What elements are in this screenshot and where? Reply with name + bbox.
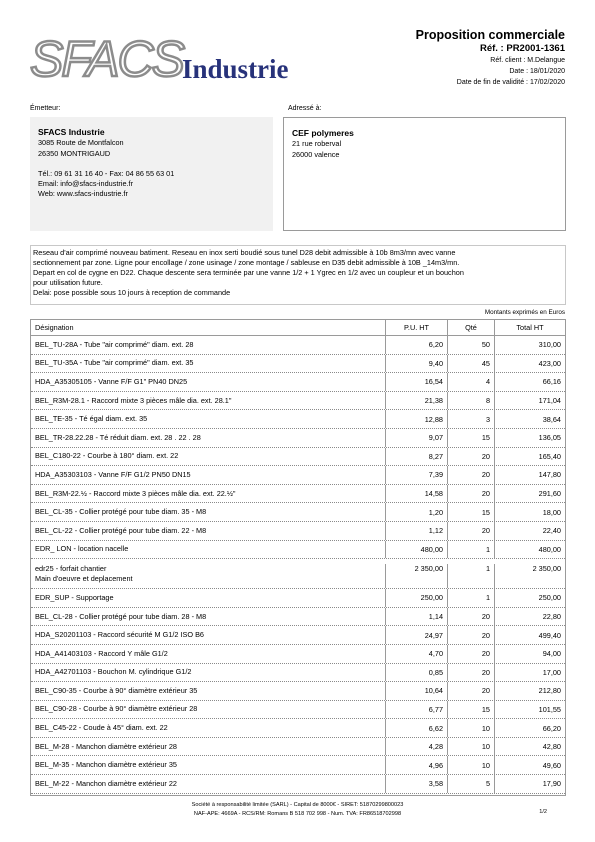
cell-quantity: 20 <box>448 645 495 663</box>
designation-text: BEL_C90-35 - Courbe à 90° diamètre extérieur 35 <box>35 685 198 695</box>
cell-total: 101,55 <box>538 704 561 714</box>
cell-total: 38,64 <box>542 414 561 424</box>
description-line: Depart en col de cygne en D22. Chaque descente sera terminée par une vanne 1/2 + 1 Ygrec en 1/2 avec un coupleur et un bouchon <box>33 268 464 277</box>
designation-text: BEL_CL-28 - Collier protégé pour tube diam. 28 - M8 <box>35 611 207 621</box>
table-row <box>31 410 565 429</box>
cell-quantity: 15 <box>448 429 495 447</box>
cell-quantity: 20 <box>448 448 495 466</box>
footer-line: Société à responsabilité limitée (SARL) - Capital de 8000€ - SIRET: 51870299800023 <box>191 802 404 808</box>
cell-total: 94,00 <box>542 649 561 659</box>
cell-unit-price: 12,88 <box>386 410 448 428</box>
cell-total: 165,40 <box>538 451 561 461</box>
table-row <box>31 701 565 720</box>
cell-quantity: 10 <box>448 719 495 737</box>
designation-text: BEL_M-22 - Manchon diamètre extérieur 22 <box>35 778 177 788</box>
table-row <box>31 756 565 775</box>
sender-email[interactable]: Email: info@sfacs-industrie.fr <box>38 179 133 189</box>
designation-text: BEL_TR-28.22.28 - Té réduit diam. ext. 28 . 22 . 28 <box>35 432 201 442</box>
logo-wordmark: SFACS <box>30 32 183 87</box>
cell-designation <box>31 719 386 737</box>
cell-designation <box>31 541 386 559</box>
cell-unit-price: 1,14 <box>386 608 448 626</box>
cell-total: 22,40 <box>542 526 561 536</box>
designation-text: EDR_ LON - location nacelle <box>35 544 129 554</box>
cell-designation <box>31 522 386 540</box>
table-row <box>31 664 565 683</box>
cell-designation <box>31 775 386 793</box>
table-row <box>31 626 565 645</box>
document-reference: Réf. : PR2001-1361 <box>479 43 565 54</box>
cell-total: 22,80 <box>542 612 561 622</box>
designation-text: HDA_A42701103 - Bouchon M. cylindrique G1/2 <box>35 667 192 677</box>
cell-quantity: 15 <box>448 701 495 719</box>
description-line: Delai: pose possible sous 10 jours à reception de commande <box>33 288 231 297</box>
document-date: Date : 18/01/2020 <box>509 68 565 75</box>
cell-unit-price: 1,12 <box>386 522 448 540</box>
cell-unit-price: 24,97 <box>386 626 448 644</box>
designation-text: BEL_TU-28A - Tube "air comprimé" diam. ext. 28 <box>35 339 194 349</box>
cell-designation <box>31 336 386 354</box>
footer-line: NAF-APE: 4669A - RCS/RM: Romans B 518 702 998 - Num. TVA: FR86518702998 <box>193 810 402 817</box>
sender-label: Émetteur: <box>30 105 61 112</box>
cell-unit-price: 250,00 <box>386 589 448 607</box>
designation-text: BEL_R3M-22.½ - Raccord mixte 3 pièces mâle dia. ext. 22.½" <box>35 488 236 498</box>
cell-quantity: 10 <box>448 756 495 774</box>
designation-text: HDA_A35303103 - Vanne F/F G1/2 PN50 DN15 <box>35 469 191 479</box>
cell-designation <box>31 756 386 774</box>
cell-quantity: 45 <box>448 355 495 373</box>
project-description <box>30 245 566 305</box>
cell-unit-price: 16,54 <box>386 373 448 391</box>
description-line: pour utilisation future. <box>33 278 103 287</box>
cell-total: 17,90 <box>542 779 561 789</box>
designation-text: BEL_TU-35A - Tube "air comprimé" diam. ext. 35 <box>35 358 194 368</box>
sender-phone: Tél.: 09 61 31 16 40 - Fax: 04 86 55 63 01 <box>38 168 175 178</box>
cell-unit-price: 6,62 <box>386 719 448 737</box>
validity-date: Date de fin de validité : 17/02/2020 <box>456 79 565 86</box>
page-number: 1/2 <box>539 809 547 815</box>
description-line: sectionnement par zone. Ligne pour encollage / zone usinage / zone montage / sableuse en D35 debit admissible à 10B _14m3/mn. <box>33 258 460 267</box>
cell-total: 49,60 <box>542 760 561 770</box>
cell-quantity: 15 <box>448 503 495 521</box>
cell-unit-price: 1,20 <box>386 503 448 521</box>
cell-designation <box>31 448 386 466</box>
col-total: Total HT <box>516 323 544 332</box>
table-row <box>31 738 565 757</box>
recipient-label: Adressé à: <box>288 105 322 112</box>
cell-designation <box>31 738 386 756</box>
cell-total: 291,60 <box>538 489 561 499</box>
cell-quantity: 1 <box>448 589 495 607</box>
cell-unit-price: 6,20 <box>386 336 448 354</box>
cell-unit-price: 3,58 <box>386 775 448 793</box>
cell-unit-price: 4,96 <box>386 756 448 774</box>
table-row <box>31 645 565 664</box>
cell-unit-price: 2 350,00 <box>386 564 448 588</box>
cell-quantity: 8 <box>448 392 495 410</box>
client-reference: Réf. client : M.Delangue <box>490 57 565 64</box>
cell-unit-price: 480,00 <box>386 541 448 559</box>
table-row <box>31 355 565 374</box>
sender-block <box>30 117 273 231</box>
table-row <box>31 541 565 560</box>
cell-unit-price: 21,38 <box>386 392 448 410</box>
cell-designation <box>31 626 386 644</box>
recipient-block <box>283 117 566 231</box>
cell-unit-price: 8,27 <box>386 448 448 466</box>
cell-quantity: 5 <box>448 775 495 793</box>
sender-website[interactable]: Web: www.sfacs-industrie.fr <box>38 189 128 199</box>
table-row <box>31 485 565 504</box>
cell-total: 423,00 <box>538 358 561 368</box>
table-row <box>31 392 565 411</box>
cell-designation <box>31 645 386 663</box>
cell-quantity: 1 <box>448 541 495 559</box>
designation-text: BEL_M-28 - Manchon diamètre extérieur 28 <box>35 741 177 751</box>
cell-total: 480,00 <box>538 544 561 554</box>
cell-designation <box>31 564 386 588</box>
cell-designation <box>31 466 386 484</box>
table-row <box>31 466 565 485</box>
table-row <box>31 429 565 448</box>
designation-text: BEL_CL-35 - Collier protégé pour tube diam. 35 - M8 <box>35 507 207 517</box>
cell-quantity: 20 <box>448 466 495 484</box>
sender-name: SFACS Industrie <box>38 127 105 137</box>
cell-total: 42,80 <box>542 742 561 752</box>
sender-street: 3085 Route de Montfalcon <box>38 138 124 148</box>
cell-quantity: 50 <box>448 336 495 354</box>
designation-text: HDA_S20201103 - Raccord sécurité M G1/2 ISO B6 <box>35 630 204 640</box>
cell-total: 250,00 <box>538 593 561 603</box>
document-title: Proposition commerciale <box>415 28 565 42</box>
designation-text: BEL_M-35 - Manchon diamètre extérieur 35 <box>35 760 177 770</box>
designation-text: BEL_R3M-28.1 - Raccord mixte 3 pièces mâle dia. ext. 28.1" <box>35 395 232 405</box>
designation-text: BEL_C180-22 - Courbe à 180° diam. ext. 22 <box>35 451 179 461</box>
cell-designation <box>31 503 386 521</box>
table-row <box>31 719 565 738</box>
designation-text: edr25 - forfait chantier <box>35 564 107 574</box>
cell-designation <box>31 355 386 373</box>
col-designation: Désignation <box>31 320 386 335</box>
cell-quantity: 20 <box>448 485 495 503</box>
cell-unit-price: 10,64 <box>386 682 448 700</box>
cell-designation <box>31 392 386 410</box>
cell-designation <box>31 410 386 428</box>
table-row <box>31 559 565 589</box>
cell-unit-price: 14,58 <box>386 485 448 503</box>
cell-quantity: 20 <box>448 608 495 626</box>
cell-designation <box>31 664 386 682</box>
cell-designation <box>31 701 386 719</box>
designation-text: BEL_C90-28 - Courbe à 90° diamètre extérieur 28 <box>35 704 198 714</box>
cell-designation <box>31 429 386 447</box>
cell-total: 2 350,00 <box>532 564 561 574</box>
cell-quantity: 20 <box>448 626 495 644</box>
cell-total: 136,05 <box>538 433 561 443</box>
items-table <box>30 319 566 796</box>
sender-city: 26350 MONTRIGAUD <box>38 148 111 158</box>
table-row <box>31 503 565 522</box>
cell-unit-price: 9,07 <box>386 429 448 447</box>
table-row <box>31 608 565 627</box>
cell-unit-price: 6,77 <box>386 701 448 719</box>
cell-quantity: 10 <box>448 738 495 756</box>
cell-total: 66,20 <box>542 723 561 733</box>
cell-unit-price: 7,39 <box>386 466 448 484</box>
designation-text: HDA_A35305105 - Vanne F/F G1" PN40 DN25 <box>35 376 188 386</box>
designation-detail: Main d'oeuvre et deplacement <box>35 574 133 584</box>
cell-total: 212,80 <box>538 686 561 696</box>
cell-designation <box>31 682 386 700</box>
col-unit-price: P.U. HT <box>386 320 448 335</box>
cell-total: 17,00 <box>542 667 561 677</box>
table-row <box>31 448 565 467</box>
description-line: Reseau d'air comprimé nouveau batiment. Reseau en inox serti boudié sous tunel D28 debit admissible à 10b 8m3/mn avec vanne <box>33 248 456 257</box>
legal-footer <box>0 801 595 818</box>
recipient-name: CEF polymeres <box>292 128 354 138</box>
designation-text: BEL_CL-22 - Collier protégé pour tube diam. 22 - M8 <box>35 525 207 535</box>
cell-quantity: 20 <box>448 682 495 700</box>
cell-quantity: 1 <box>448 564 495 588</box>
cell-quantity: 20 <box>448 664 495 682</box>
cell-total: 66,16 <box>542 377 561 387</box>
cell-designation <box>31 589 386 607</box>
cell-total: 18,00 <box>542 507 561 517</box>
table-row <box>31 336 565 355</box>
designation-text: BEL_C45-22 - Coude à 45° diam. ext. 22 <box>35 723 168 733</box>
recipient-street: 21 rue roberval <box>292 139 342 149</box>
cell-total: 147,80 <box>538 470 561 480</box>
company-logo <box>30 32 320 92</box>
cell-unit-price: 4,70 <box>386 645 448 663</box>
cell-unit-price: 0,85 <box>386 664 448 682</box>
document-header <box>416 28 565 88</box>
cell-unit-price: 9,40 <box>386 355 448 373</box>
logo-subtitle: Industrie <box>182 54 289 84</box>
table-header <box>31 320 565 336</box>
cell-quantity: 4 <box>448 373 495 391</box>
cell-quantity: 3 <box>448 410 495 428</box>
cell-total: 499,40 <box>538 630 561 640</box>
designation-text: EDR_SUP - Supportage <box>35 592 114 602</box>
currency-note: Montants exprimés en Euros <box>484 309 565 316</box>
cell-designation <box>31 373 386 391</box>
table-row <box>31 775 565 794</box>
cell-quantity: 20 <box>448 522 495 540</box>
table-row <box>31 682 565 701</box>
cell-unit-price: 4,28 <box>386 738 448 756</box>
table-row <box>31 522 565 541</box>
cell-designation <box>31 608 386 626</box>
table-row <box>31 373 565 392</box>
recipient-city: 26000 valence <box>292 149 340 159</box>
table-row <box>31 589 565 608</box>
col-quantity: Qté <box>448 320 495 335</box>
designation-text: BEL_TE-35 - Té égal diam. ext. 35 <box>35 414 148 424</box>
cell-total: 310,00 <box>538 340 561 350</box>
cell-total: 171,04 <box>538 396 561 406</box>
cell-designation <box>31 485 386 503</box>
designation-text: HDA_A41403103 - Raccord Y mâle G1/2 <box>35 648 168 658</box>
